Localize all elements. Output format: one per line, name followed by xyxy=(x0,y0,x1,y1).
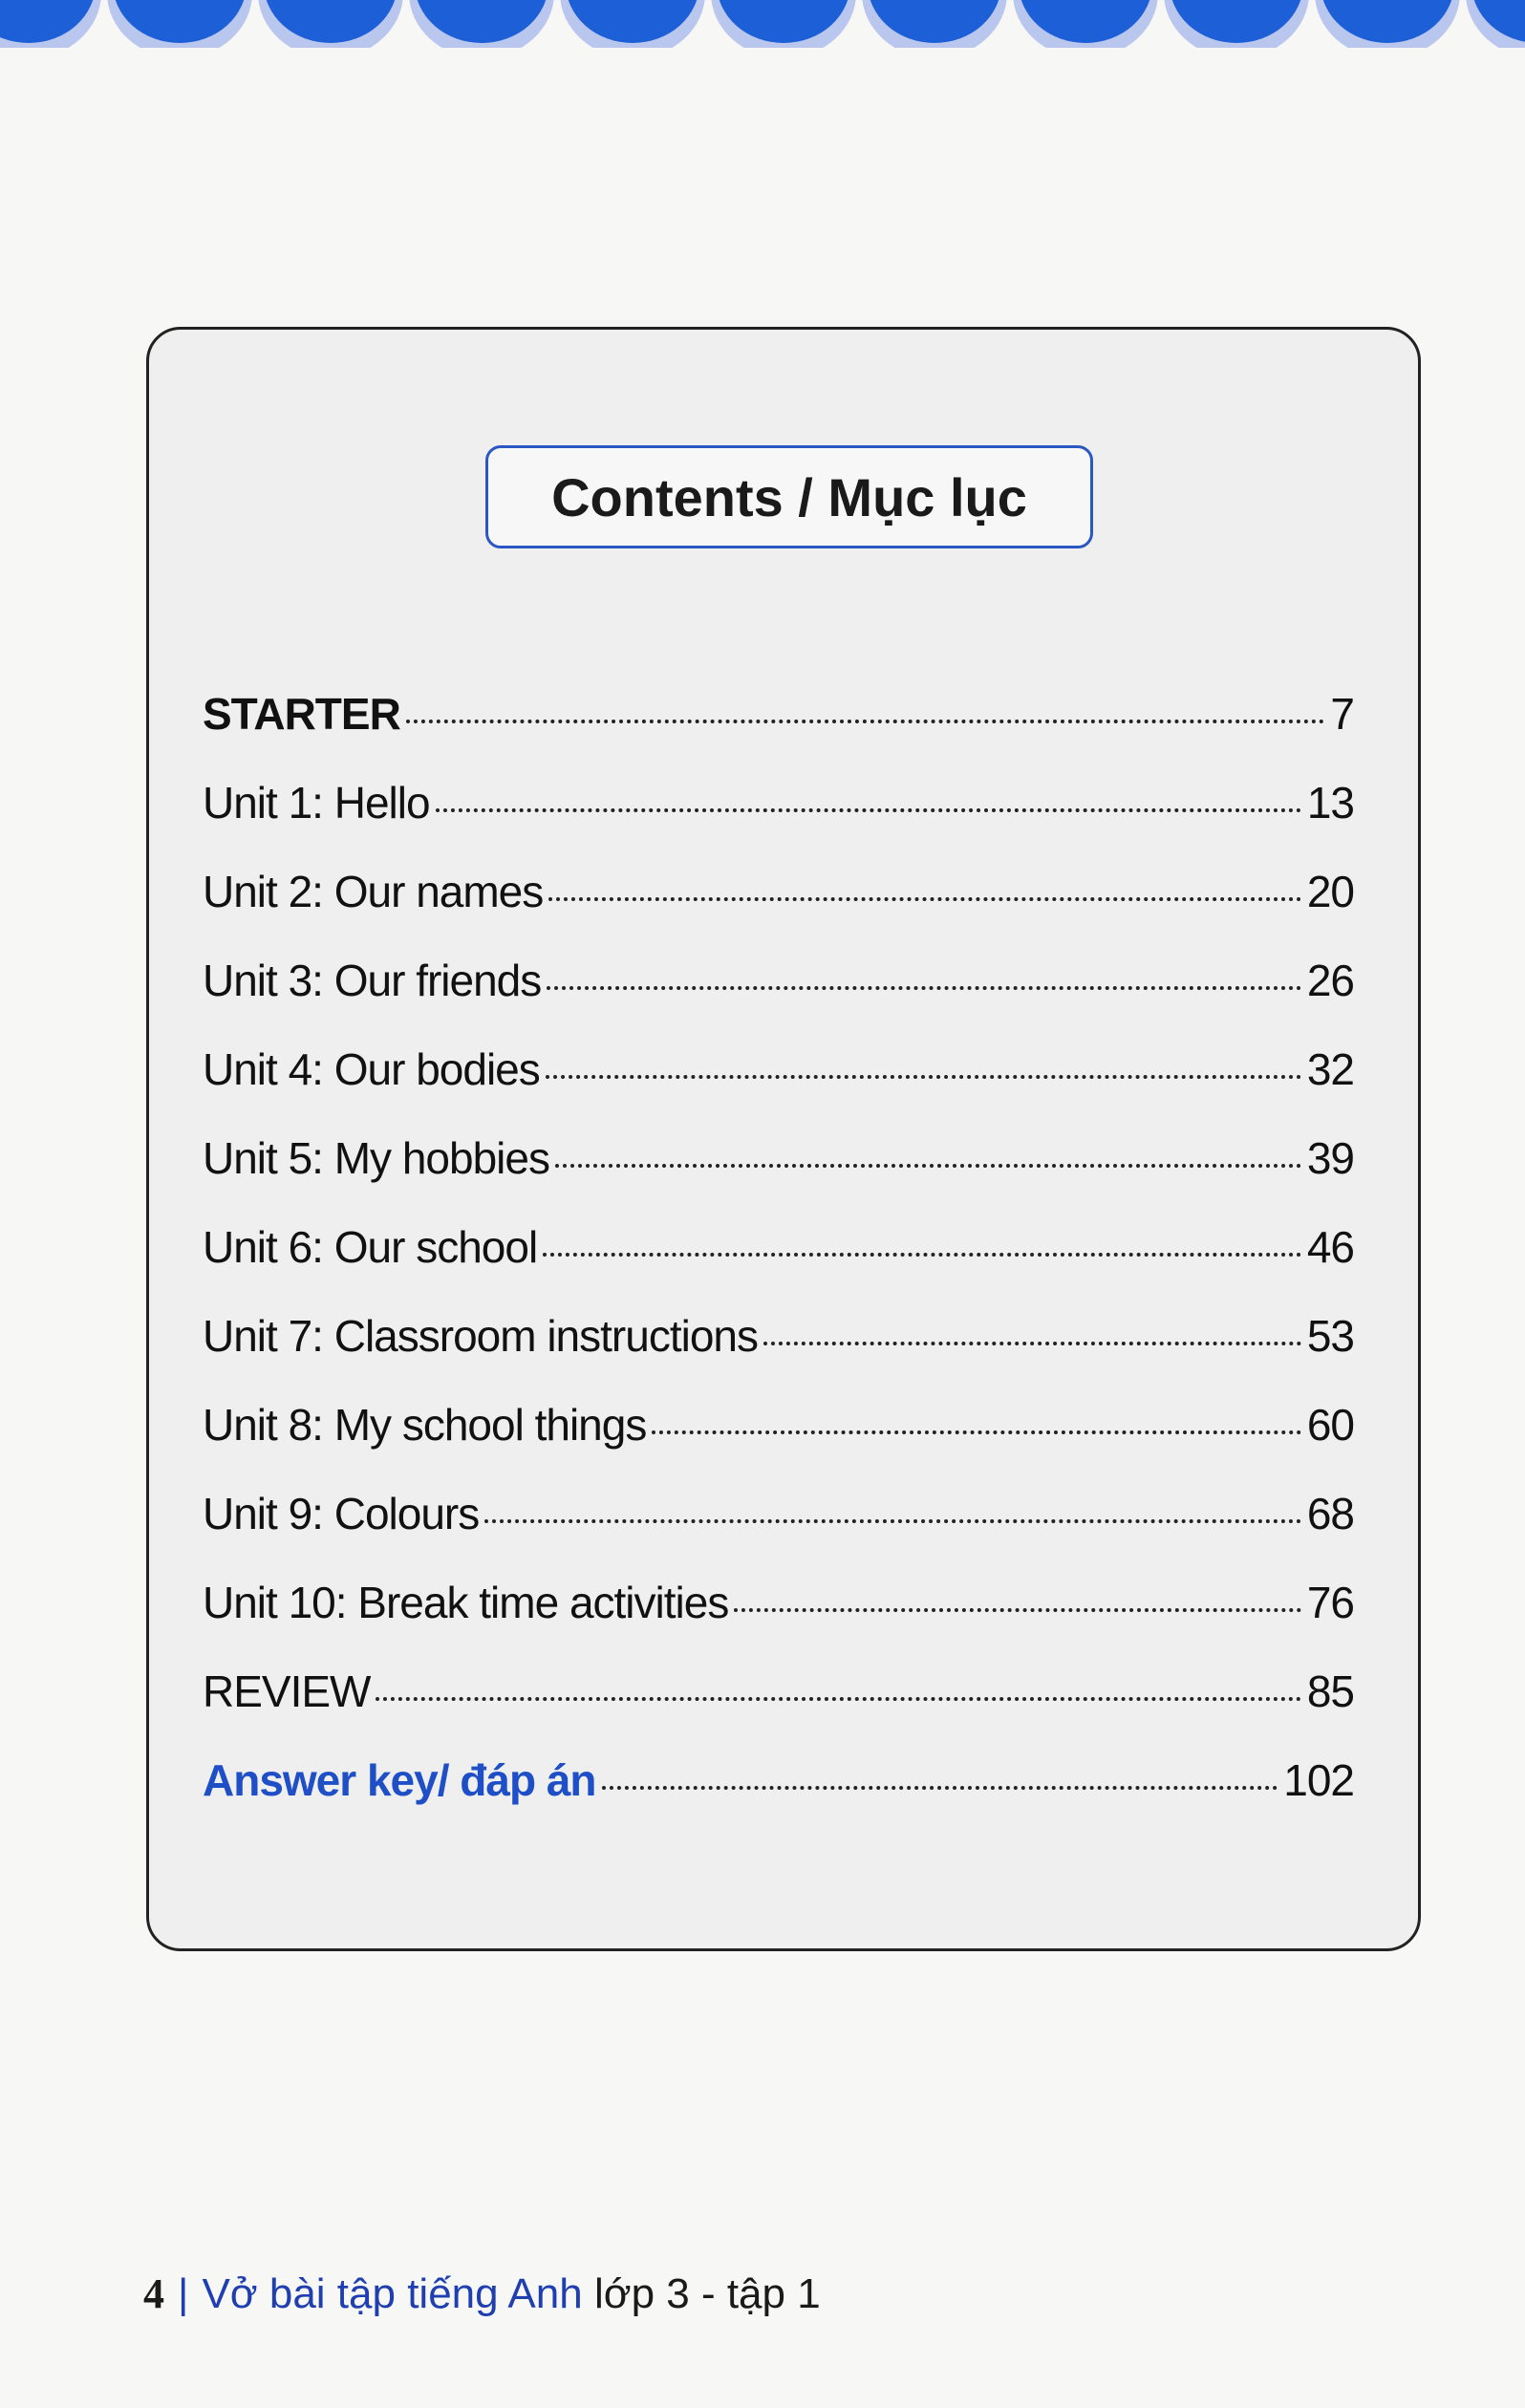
toc-entry[interactable] xyxy=(203,1577,1354,1666)
dot-leader xyxy=(734,1608,1301,1612)
scallop-shape xyxy=(1471,0,1525,43)
dot-leader xyxy=(546,1075,1301,1079)
toc-entry-review[interactable] xyxy=(203,1666,1354,1754)
book-title: Vở bài tập tiếng Anh xyxy=(202,2270,583,2317)
dot-leader xyxy=(543,1253,1301,1257)
toc-entry[interactable] xyxy=(203,1310,1354,1399)
scallop-shape xyxy=(1170,0,1303,43)
toc-label: Unit 3: Our friends xyxy=(203,956,542,1005)
book-subtitle: lớp 3 - tập 1 xyxy=(593,2270,821,2317)
toc-label: Unit 6: Our school xyxy=(203,1222,538,1272)
toc-label: Unit 8: My school things xyxy=(203,1400,647,1450)
dot-leader xyxy=(547,986,1301,990)
toc-label: Unit 4: Our bodies xyxy=(203,1044,540,1094)
toc-page: 68 xyxy=(1306,1489,1354,1538)
decorative-scallop-border xyxy=(0,0,1525,48)
toc-label: Unit 7: Classroom instructions xyxy=(203,1311,758,1361)
toc-page: 85 xyxy=(1306,1666,1354,1716)
toc-label: Unit 9: Colours xyxy=(203,1489,480,1538)
scallop-shape xyxy=(113,0,247,43)
dot-leader xyxy=(436,808,1301,812)
table-of-contents xyxy=(203,688,1354,1843)
toc-page: 46 xyxy=(1306,1222,1354,1272)
dot-leader xyxy=(602,1786,1278,1790)
toc-page: 13 xyxy=(1306,778,1354,828)
scallop-shape xyxy=(0,0,96,43)
toc-page: 76 xyxy=(1306,1578,1354,1627)
toc-entry[interactable] xyxy=(203,777,1354,866)
toc-entry[interactable] xyxy=(203,1221,1354,1310)
toc-entry[interactable] xyxy=(203,1132,1354,1221)
toc-label: STARTER xyxy=(203,689,400,739)
scallop-shape xyxy=(566,0,699,43)
dot-leader xyxy=(484,1519,1301,1523)
toc-label: Unit 5: My hobbies xyxy=(203,1133,549,1183)
footer-divider: | xyxy=(178,2270,189,2317)
toc-label: Unit 1: Hello xyxy=(203,778,430,828)
toc-entry-answer-key[interactable] xyxy=(203,1754,1354,1843)
toc-entry[interactable] xyxy=(203,866,1354,955)
toc-entry[interactable] xyxy=(203,1399,1354,1488)
toc-entry-starter[interactable] xyxy=(203,688,1354,777)
dot-leader xyxy=(406,720,1325,723)
toc-page: 32 xyxy=(1306,1044,1354,1094)
toc-page: 102 xyxy=(1283,1755,1354,1805)
toc-label: Unit 10: Break time activities xyxy=(203,1578,729,1627)
toc-label: REVIEW xyxy=(203,1666,371,1716)
toc-label: Unit 2: Our names xyxy=(203,867,544,916)
scallop-shape xyxy=(717,0,850,43)
dot-leader xyxy=(548,897,1301,901)
scallop-shape xyxy=(264,0,397,43)
toc-entry[interactable] xyxy=(203,1043,1354,1132)
dot-leader xyxy=(376,1697,1300,1701)
toc-page: 26 xyxy=(1306,956,1354,1005)
page-footer xyxy=(143,2269,821,2318)
scallop-shape xyxy=(1019,0,1152,43)
dot-leader xyxy=(555,1164,1301,1168)
toc-page: 7 xyxy=(1330,689,1354,739)
toc-page: 60 xyxy=(1306,1400,1354,1450)
scallop-shape xyxy=(415,0,548,43)
scallop-shape xyxy=(868,0,1001,43)
dot-leader xyxy=(763,1342,1301,1345)
page-number: 4 xyxy=(143,2270,164,2317)
toc-page: 20 xyxy=(1306,867,1354,916)
page-title: Contents / Mục lục xyxy=(485,445,1093,548)
toc-entry[interactable] xyxy=(203,955,1354,1043)
scallop-shape xyxy=(1321,0,1454,43)
toc-page: 39 xyxy=(1306,1133,1354,1183)
dot-leader xyxy=(652,1430,1301,1434)
toc-entry[interactable] xyxy=(203,1488,1354,1577)
toc-label: Answer key/ đáp án xyxy=(203,1755,596,1805)
toc-page: 53 xyxy=(1306,1311,1354,1361)
